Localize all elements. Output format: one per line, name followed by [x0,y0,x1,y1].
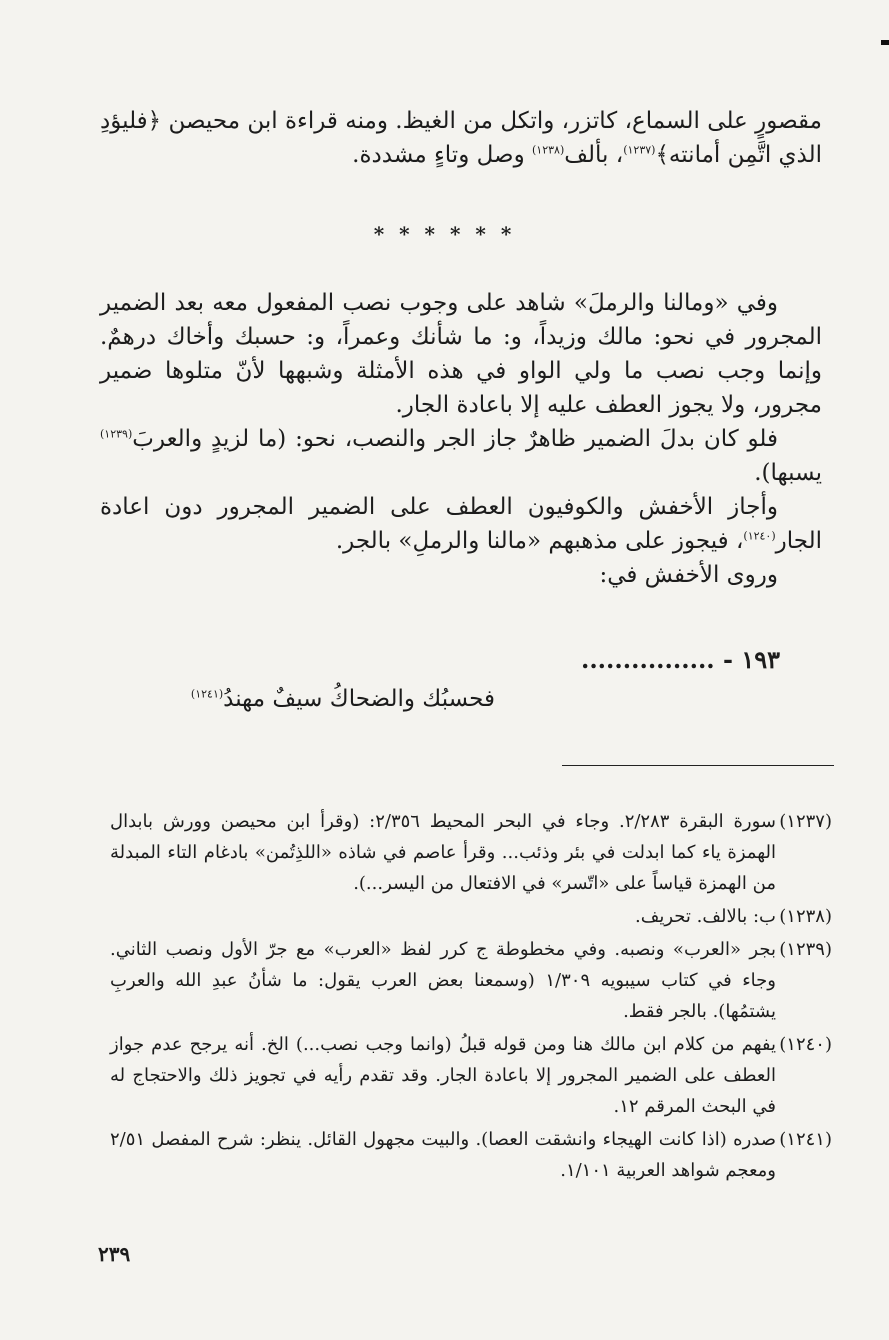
section-separator: * * * * * * [373,222,516,246]
footnote [110,1124,832,1186]
footnote-ref: (١٢٤٠) [743,529,776,543]
intro-paragraph [100,104,822,172]
footnote-number: (١٢٣٩) [779,939,832,960]
paragraph [100,490,822,558]
main-text [100,286,822,592]
footnote-number: (١٢٣٨) [779,906,832,927]
paragraph-text: فلو كان بدلَ الضمير ظاهرٌ جاز الجر والنصب، نحو: (ما لزيدٍ والعربَ [132,426,778,452]
footnote-number: (١٢٤١) [779,1129,832,1150]
footnote-text: صدره (اذا كانت الهيجاء وانشقت العصا). والبيت مجهول القائل. ينظر: شرح المفصل ٢/٥١ ومعجم شواهد العربية ١/١٠١. [110,1129,776,1181]
footnote [110,901,832,932]
page-number: ٢٣٩ [98,1242,131,1266]
footnote-ref: (١٢٣٧) [623,143,656,157]
paragraph-text: يسبها). [754,460,822,486]
paragraph-text: ، فيجوز على مذهبهم «مالنا والرملِ» بالجر. [335,528,744,554]
footnote-text: بجر «العرب» ونصبه. وفي مخطوطة ج كرر لفظ «العرب» مع جرّ الأول ونصب الثاني. وجاء في كتاب سيبويه ١/٣٠٩ (وسمعنا بعض العرب يقول: ما شأنُ عبدِ الله والعربِ يشتمُها). بالجر فقط. [110,939,776,1022]
paragraph-text: وأجاز الأخفش والكوفيون العطف على الضمير المجرور دون اعادة الجار [100,494,822,554]
verse-text: فحسبُك والضحاكُ سيفٌ مهندُ [223,686,495,712]
verse-number: ١٩٣ - ................ [580,645,780,674]
footnote-number: (١٢٤٠) [779,1034,832,1055]
paragraph: وروى الأخفش في: [599,562,778,588]
footnotes [110,806,832,1188]
footnote-ref: (١٢٣٩) [100,427,133,441]
footnote [110,1029,832,1122]
footnote-number: (١٢٣٧) [779,811,832,832]
verse-line [150,686,495,712]
footnote-text: ب: بالالف. تحريف. [635,906,776,927]
footnote-ref: (١٢٤١) [190,687,224,701]
footnote [110,806,832,899]
intro-text: مقصورٍ على السماع، كاتزر، واتكل من الغيظ. ومنه قراءة ابن محيصن ﴿فليؤدِ الذي اتَّمِن أمانته﴾ [100,108,822,168]
footnote-text: يفهم من كلام ابن مالك هنا ومن قوله قبلُ (وانما وجب نصب...) الخ. أنه يرجح عدم جواز العطف على الضمير المجرور إلا باعادة الجار. وقد تقدم رأيه في تجويز ذلك والاحتجاج له في البحث المرقم ١٢. [110,1034,776,1117]
intro-mid: ، بألف [564,142,624,168]
footnote [110,934,832,1027]
footnote-divider [562,765,834,766]
footnote-text: سورة البقرة ٢/٢٨٣. وجاء في البحر المحيط ٢/٣٥٦: (وقرأ ابن محيصن وورش بابدال الهمزة ياء كما ابدلت في بئر وذئب... وقرأ عاصم في شاذه «اللذِتُمن» بادغام التاء المبدلة من الهمزة قياساً على «اتّسر» في الافتعال من اليسر...). [110,811,776,894]
paragraph: وفي «ومالنا والرملَ» شاهد على وجوب نصب المفعول معه بعد الضمير المجرور في نحو: مالك وزيداً، و: ما شأنك وعمراً، و: حسبك وأخاك درهمٌ. وإنما وجب نصب ما ولي الواو في هذه الأمثلة وشبهها لأنّ متلوها ضمير مجرور، ولا يجوز العطف عليه إلا باعادة الجار. [100,290,822,418]
intro-end: وصل وتاءٍ مشددة. [352,142,532,168]
paragraph [100,422,822,490]
footnote-ref: (١٢٣٨) [532,143,565,157]
edge-mark [881,40,889,45]
